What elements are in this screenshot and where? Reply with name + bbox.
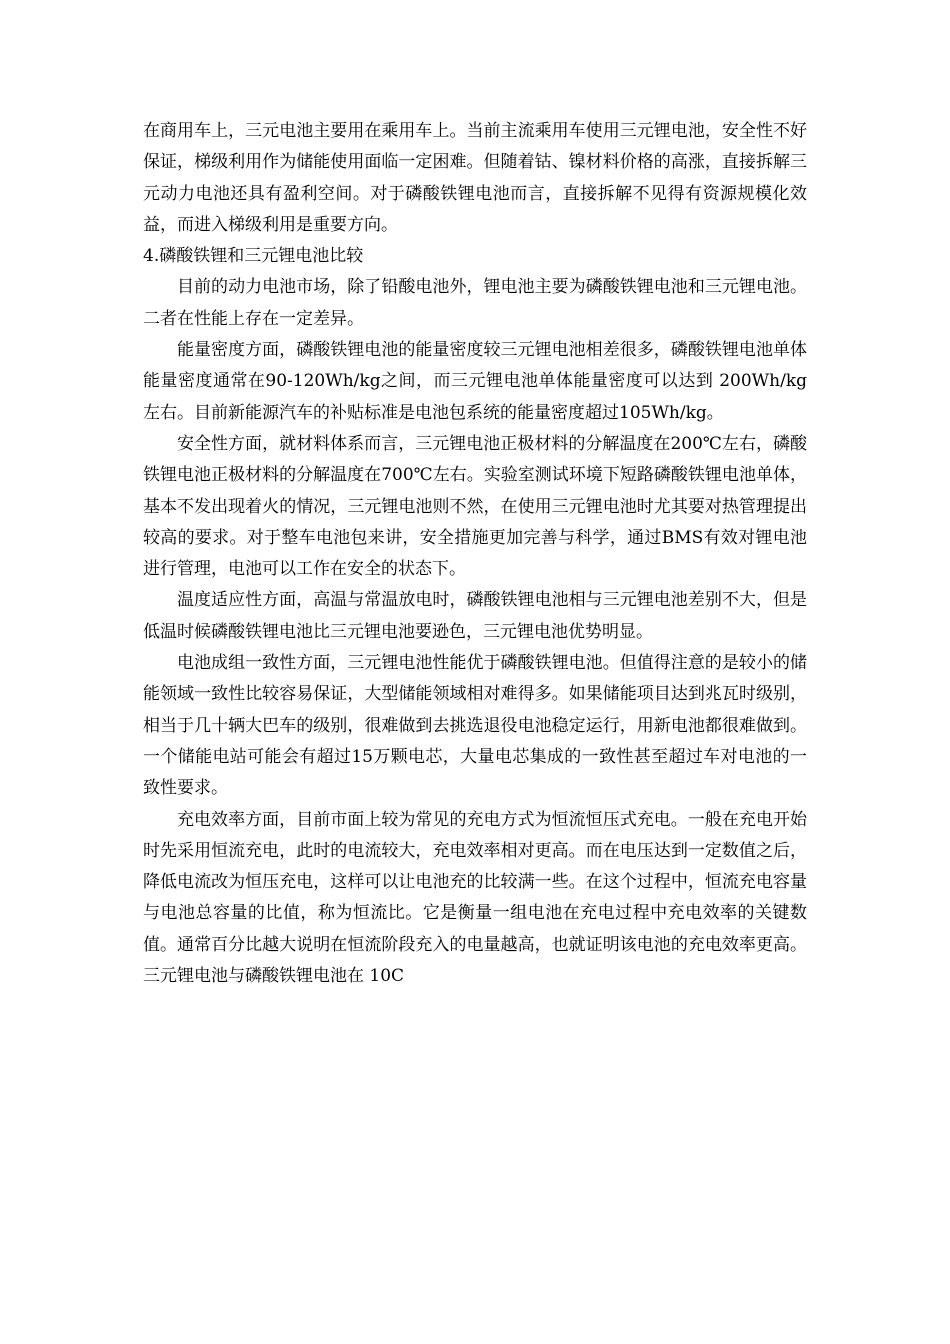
- paragraph-energy-density: 能量密度方面，磷酸铁锂电池的能量密度较三元锂电池相差很多，磷酸铁锂电池单体能量密度通常在90-120Wh/kg之间，而三元锂电池单体能量密度可以达到 200Wh/kg 左右。目前新能源汽车的补贴标准是电池包系统的能量密度超过105Wh/kg。: [143, 340, 807, 423]
- paragraph-safety: 安全性方面，就材料体系而言，三元锂电池正极材料的分解温度在200℃左右，磷酸铁锂电池正极材料的分解温度在700℃左右。实验室测试环境下短路磷酸铁锂电池单体，基本不发出现着火的情况，三元锂电池则不然，在使用三元锂电池时尤其要对热管理提出较高的要求。对于整车电池包来讲，安全措施更加完善与科学，通过BMS有效对锂电池进行管理，电池可以工作在安全的状态下。: [143, 433, 807, 580]
- paragraph-temperature: 温度适应性方面，高温与常温放电时，磷酸铁锂电池相与三元锂电池差别不大，但是低温时候磷酸铁锂电池比三元锂电池要逊色，三元锂电池优势明显。: [143, 590, 807, 642]
- paragraph-market: 目前的动力电池市场，除了铅酸电池外，锂电池主要为磷酸铁锂电池和三元锂电池。二者在性能上存在一定差异。: [143, 277, 807, 329]
- paragraph-continuation: 在商用车上，三元电池主要用在乘用车上。当前主流乘用车使用三元锂电池，安全性不好保证，梯级利用作为储能使用面临一定困难。但随着钴、镍材料价格的高涨，直接拆解三元动力电池还具有盈利空间。对于磷酸铁锂电池而言，直接拆解不见得有资源规模化效益，而进入梯级利用是重要方向。: [143, 121, 807, 235]
- paragraph-consistency: 电池成组一致性方面，三元锂电池性能优于磷酸铁锂电池。但值得注意的是较小的储能领域一致性比较容易保证，大型储能领域相对难得多。如果储能项目达到兆瓦时级别，相当于几十辆大巴车的级别，很难做到去挑选退役电池稳定运行，用新电池都很难做到。一个储能电站可能会有超过15万颗电芯，大量电芯集成的一致性甚至超过车对电池的一致性要求。: [143, 653, 807, 799]
- paragraph-charging-efficiency: 充电效率方面，目前市面上较为常见的充电方式为恒流恒压式充电。一般在充电开始时先采用恒流充电，此时的电流较大，充电效率相对更高。而在电压达到一定数值之后，降低电流改为恒压充电，这样可以让电池充的比较满一些。在这个过程中，恒流充电容量与电池总容量的比值，称为恒流比。它是衡量一组电池在充电过程中充电效率的关键数值。通常百分比越大说明在恒流阶段充入的电量越高，也就证明该电池的充电效率更高。三元锂电池与磷酸铁锂电池在 10C: [143, 809, 807, 987]
- document-page: [143, 116, 807, 992]
- section-heading: 4.磷酸铁锂和三元锂电池比较: [143, 246, 364, 267]
